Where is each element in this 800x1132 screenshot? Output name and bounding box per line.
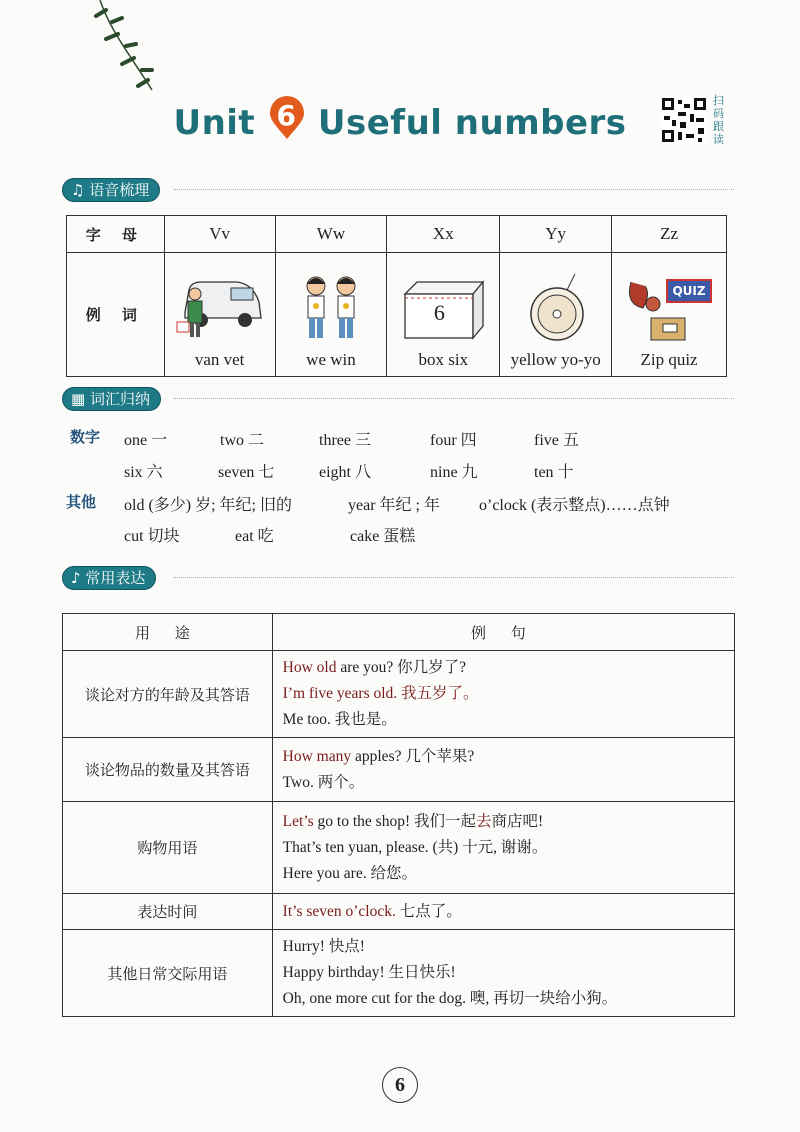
section-pill <box>62 387 161 411</box>
zip-quiz-illustration <box>623 274 715 344</box>
example-line <box>283 681 724 707</box>
section-expressions-title: 常用表达 <box>85 569 146 587</box>
dotted-divider <box>174 398 734 399</box>
vocab-word: old (多少) 岁; 年纪; 旧的 <box>124 497 292 514</box>
table-row <box>63 802 735 894</box>
section-vocab-header <box>62 387 734 411</box>
example-words: box six <box>418 350 469 369</box>
use-cell: 表达时间 <box>63 894 273 930</box>
vocab-word: six 六 <box>124 464 163 481</box>
willow-decoration <box>80 0 160 95</box>
section-phonics-header <box>62 178 734 202</box>
unit-number: 6 <box>276 99 297 132</box>
plain-text: Oh, one more cut for the dog. 噢, 再切一块给小狗。 <box>282 990 618 1007</box>
highlight-text: 去 <box>475 812 492 830</box>
example-cell <box>272 930 734 1017</box>
word-cell-v <box>164 253 275 377</box>
use-cell: 谈论对方的年龄及其答语 <box>63 651 273 738</box>
plain-text: 商店吧! <box>491 812 544 830</box>
highlight-text: How many <box>282 747 352 765</box>
vocab-word: two 二 <box>220 432 265 449</box>
words-row <box>67 253 727 377</box>
example-line <box>283 744 724 770</box>
letter-cell: Ww <box>275 216 387 253</box>
header-use: 用 途 <box>63 614 273 651</box>
vocab-word: ten 十 <box>534 464 574 481</box>
title-name: Useful numbers <box>317 103 627 143</box>
example-line <box>283 809 724 835</box>
plain-text: Me too. 我也是。 <box>282 711 397 728</box>
vocab-word: three 三 <box>319 432 371 449</box>
plain-text: Hurry! 快点! <box>282 938 365 955</box>
highlight-text: Let’s <box>282 812 314 830</box>
highlight-text: years old. <box>336 685 398 702</box>
table-row <box>63 894 735 930</box>
qr-code-icon[interactable] <box>660 96 708 144</box>
book-icon: ▦ <box>71 390 86 408</box>
letters-row <box>67 216 727 253</box>
plain-text: Here you are. 给您。 <box>282 864 417 882</box>
vocab-word: five 五 <box>534 432 579 449</box>
vocab-word: seven 七 <box>218 464 275 481</box>
highlight-text: 我五岁了。 <box>397 685 479 702</box>
example-line <box>283 770 724 796</box>
example-line <box>283 707 724 733</box>
highlight-text: It’s seven o’clock. <box>282 902 396 920</box>
example-line <box>283 986 724 1012</box>
use-cell: 其他日常交际用语 <box>63 930 273 1017</box>
page-number: 6 <box>382 1067 418 1103</box>
expressions-table <box>62 613 735 1017</box>
quiz-sign: QUIZ <box>672 284 706 298</box>
vocab-word: year 年纪 ; 年 <box>348 497 440 514</box>
vocab-numbers-label: 数字 <box>70 428 101 446</box>
example-line <box>283 861 724 887</box>
section-vocab-title: 词汇归纳 <box>89 390 150 408</box>
example-cell <box>272 802 734 894</box>
word-cell-y <box>500 253 612 377</box>
letter-cell: Zz <box>612 216 727 253</box>
example-cell <box>272 738 734 802</box>
we-win-illustration <box>296 272 366 344</box>
example-words: Zip quiz <box>640 350 698 369</box>
table-row <box>63 738 735 802</box>
highlight-text: How old <box>282 659 337 676</box>
word-cell-z <box>612 253 727 377</box>
plain-text: Two. 两个。 <box>282 773 365 791</box>
header-example: 例 句 <box>272 614 734 651</box>
section-pill <box>62 566 156 590</box>
dotted-divider <box>174 577 734 578</box>
dotted-divider <box>174 189 734 190</box>
yo-yo-illustration <box>521 272 591 344</box>
use-cell: 购物用语 <box>63 802 273 894</box>
letter-cell: Yy <box>500 216 612 253</box>
example-line <box>283 934 724 960</box>
speaker-icon: ♪ <box>71 569 81 587</box>
plain-text: Happy birthday! 生日快乐! <box>282 964 456 981</box>
vocab-word: eight 八 <box>319 464 371 481</box>
section-phonics-title: 语音梳理 <box>89 181 150 199</box>
example-line <box>283 899 724 925</box>
vocab-word: eat 吃 <box>235 528 274 545</box>
title-prefix: Unit <box>173 103 256 143</box>
plain-text: 七点了。 <box>395 902 462 920</box>
highlight-text: I’m five <box>282 685 337 702</box>
unit-number-badge <box>268 96 306 140</box>
vocab-others-label: 其他 <box>66 493 97 511</box>
plain-text: are you? 你几岁了? <box>336 659 467 676</box>
plain-text: apples? 几个苹果? <box>351 747 475 765</box>
box-number: 6 <box>433 300 445 325</box>
van-vet-illustration <box>175 272 265 344</box>
vocab-word: one 一 <box>124 432 168 449</box>
example-words: yellow yo-yo <box>510 350 601 369</box>
phonics-table <box>66 215 727 377</box>
section-expressions-header <box>62 566 734 590</box>
letter-cell: Vv <box>164 216 275 253</box>
vocab-word: o’clock (表示整点)……点钟 <box>479 497 670 514</box>
table-row <box>63 651 735 738</box>
word-cell-w <box>275 253 387 377</box>
plain-text: That’s ten yuan, please. (共) 十元, 谢谢。 <box>282 838 548 856</box>
table-row <box>63 930 735 1017</box>
vocab-word: nine 九 <box>430 464 478 481</box>
word-cell-x <box>387 253 500 377</box>
example-cell <box>272 894 734 930</box>
example-cell <box>272 651 734 738</box>
section-pill <box>62 178 160 202</box>
plain-text: go to the shop! 我们一起 <box>313 812 476 830</box>
box-illustration <box>399 278 487 342</box>
example-line <box>283 960 724 986</box>
example-words: van vet <box>194 350 245 369</box>
qr-label: 扫码跟读 <box>713 94 724 146</box>
example-line <box>283 655 724 681</box>
example-line <box>283 835 724 861</box>
letter-cell: Xx <box>387 216 500 253</box>
letters-label: 字 母 <box>67 216 165 253</box>
vocab-word: cake 蛋糕 <box>350 528 416 545</box>
example-words: we win <box>306 350 356 369</box>
microphone-icon: ♫ <box>71 181 85 199</box>
vocab-word: cut 切块 <box>124 528 180 545</box>
vocab-word: four 四 <box>430 432 477 449</box>
use-cell: 谈论物品的数量及其答语 <box>63 738 273 802</box>
words-label: 例 词 <box>67 253 165 377</box>
expressions-header-row <box>63 614 735 651</box>
